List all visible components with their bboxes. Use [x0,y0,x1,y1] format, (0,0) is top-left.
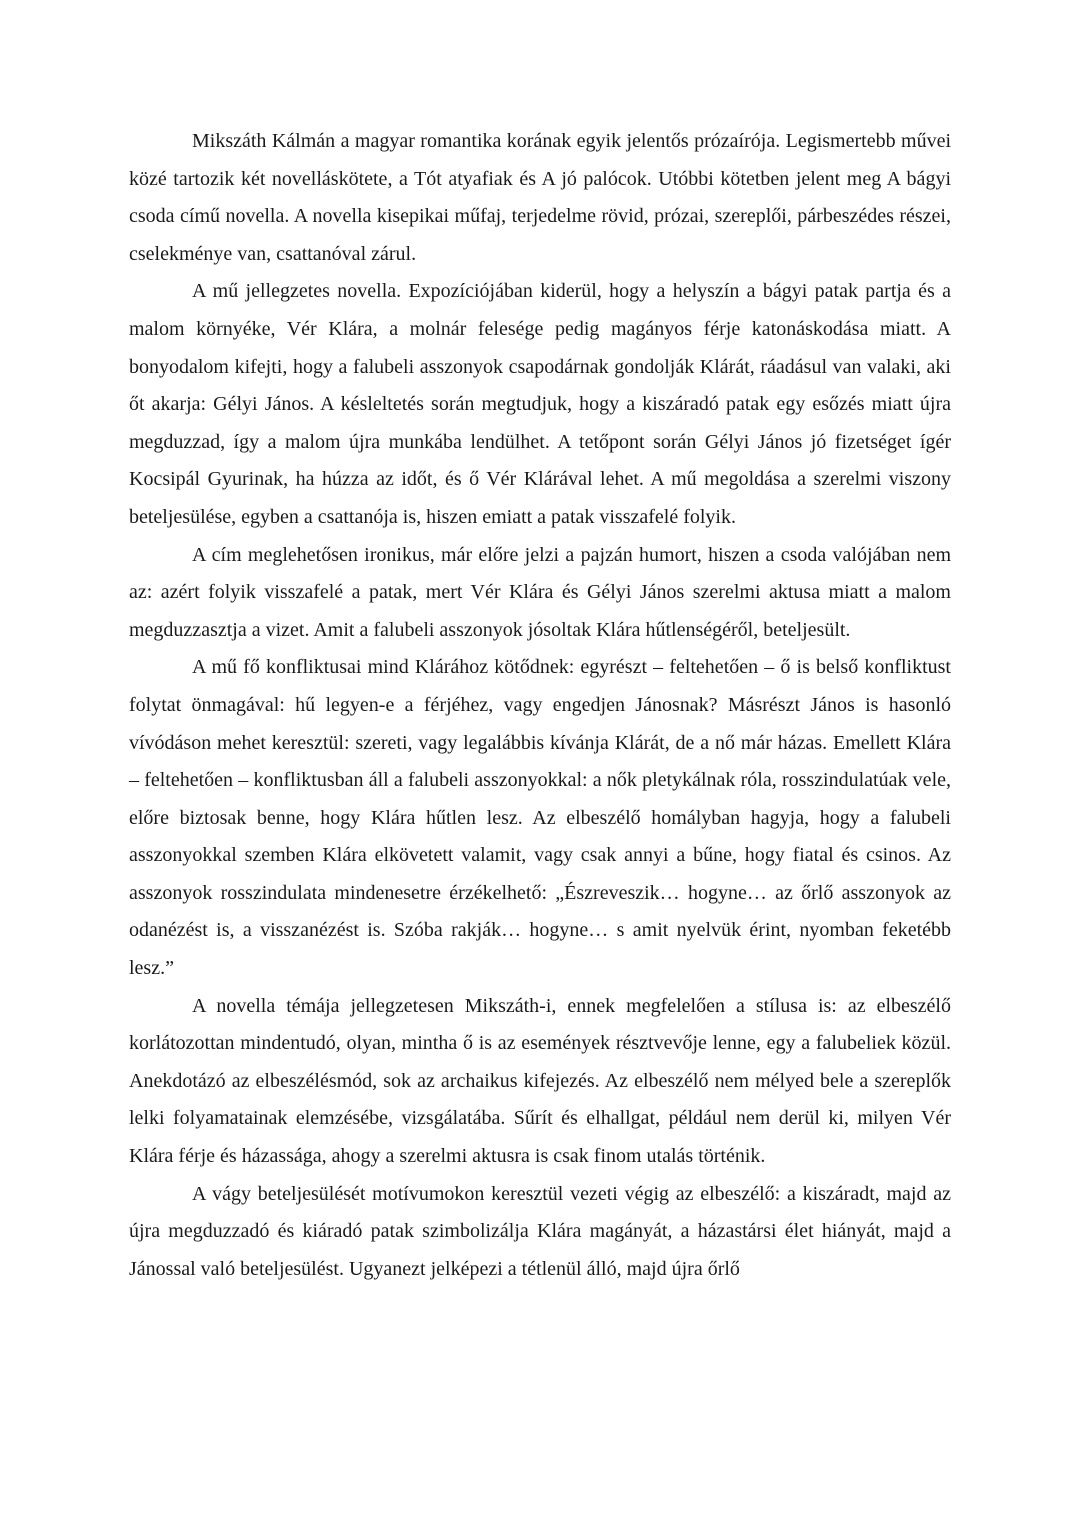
paragraph-intro: Mikszáth Kálmán a magyar romantika korának egyik jelentős prózaírója. Legismertebb művei közé tartozik két novelláskötete, a Tót atyafiak és A jó palócok. Utóbbi kötetben jelent meg A bágyi csoda című novella. A novella kisepikai műfaj, terjedelme rövid, prózai, szereplői, párbeszédes részei, cselekménye van, csattanóval zárul. [129,130,951,265]
paragraph-structure: A mű jellegzetes novella. Expozíciójában kiderül, hogy a helyszín a bágyi patak partja és a malom környéke, Vér Klára, a molnár felesége pedig magányos férje katonáskodása miatt. A bonyodalom kifejti, hogy a falubeli asszonyok csapodárnak gondolják Klárát, ráadásul van valaki, aki őt akarja: Gélyi János. A késleltetés során megtudjuk, hogy a kiszáradó patak egy esőzés miatt újra megduzzad, így a malom újra munkába lendülhet. A tetőpont során Gélyi János jó fizetséget ígér Kocsipál Gyurinak, ha húzza az időt, és ő Vér Klárával lehet. A mű megoldása a szerelmi viszony beteljesülése, egyben a csattanója is, hiszen emiatt a patak visszafelé folyik. [129,280,951,528]
paragraph-motifs: A vágy beteljesülését motívumokon keresztül vezeti végig az elbeszélő: a kiszáradt, majd az újra megduzzadó és kiáradó patak szimbolizálja Klára magányát, a házastársi élet hiányát, majd a Jánossal való beteljesülést. Ugyanezt jelképezi a tétlenül álló, majd újra őrlő [129,1182,951,1280]
paragraph-title-irony: A cím meglehetősen ironikus, már előre jelzi a pajzán humort, hiszen a csoda valójában nem az: azért folyik visszafelé a patak, mert Vér Klára és Gélyi János szerelmi aktusa miatt a malom megduzzasztja a vizet. Amit a falubeli asszonyok jósoltak Klára hűtlenségéről, beteljesült. [129,543,951,641]
paragraph-style: A novella témája jellegzetesen Mikszáth-i, ennek megfelelően a stílusa is: az elbeszélő korlátozottan mindentudó, olyan, mintha ő is az események résztvevője lenne, egy a falubeliek közül. Anekdotázó az elbeszélésmód, sok az archaikus kifejezés. Az elbeszélő nem mélyed bele a szereplők lelki folyamatainak elemzésébe, vizsgálatába. Sűrít és elhallgat, például nem derül ki, milyen Vér Klára férje és házassága, ahogy a szerelmi aktusra is csak finom utalás történik. [129,994,951,1168]
document-page [129,123,951,1288]
paragraph-conflicts: A mű fő konfliktusai mind Klárához kötődnek: egyrészt – feltehetően – ő is belső konfliktust folytat önmagával: hű legyen-e a férjéhez, vagy engedjen Jánosnak? Másrészt János is hasonló vívódáson mehet keresztül: szereti, vagy legalábbis kívánja Klárát, de a nő már házas. Emellett Klára – feltehetően – konfliktusban áll a falubeli asszonyokkal: a nők pletykálnak róla, rosszindulatúak vele, előre biztosak benne, hogy Klára hűtlen lesz. Az elbeszélő homályban hagyja, hogy a falubeli asszonyokkal szemben Klára elkövetett valamit, vagy csak annyi a bűne, hogy fiatal és csinos. Az asszonyok rosszindulata mindenesetre érzékelhető: „Észreveszik… hogyne… az őrlő asszonyok az odanézést is, a visszanézést is. Szóba rakják… hogyne… s amit nyelvük érint, nyomban feketébb lesz.” [129,656,951,980]
